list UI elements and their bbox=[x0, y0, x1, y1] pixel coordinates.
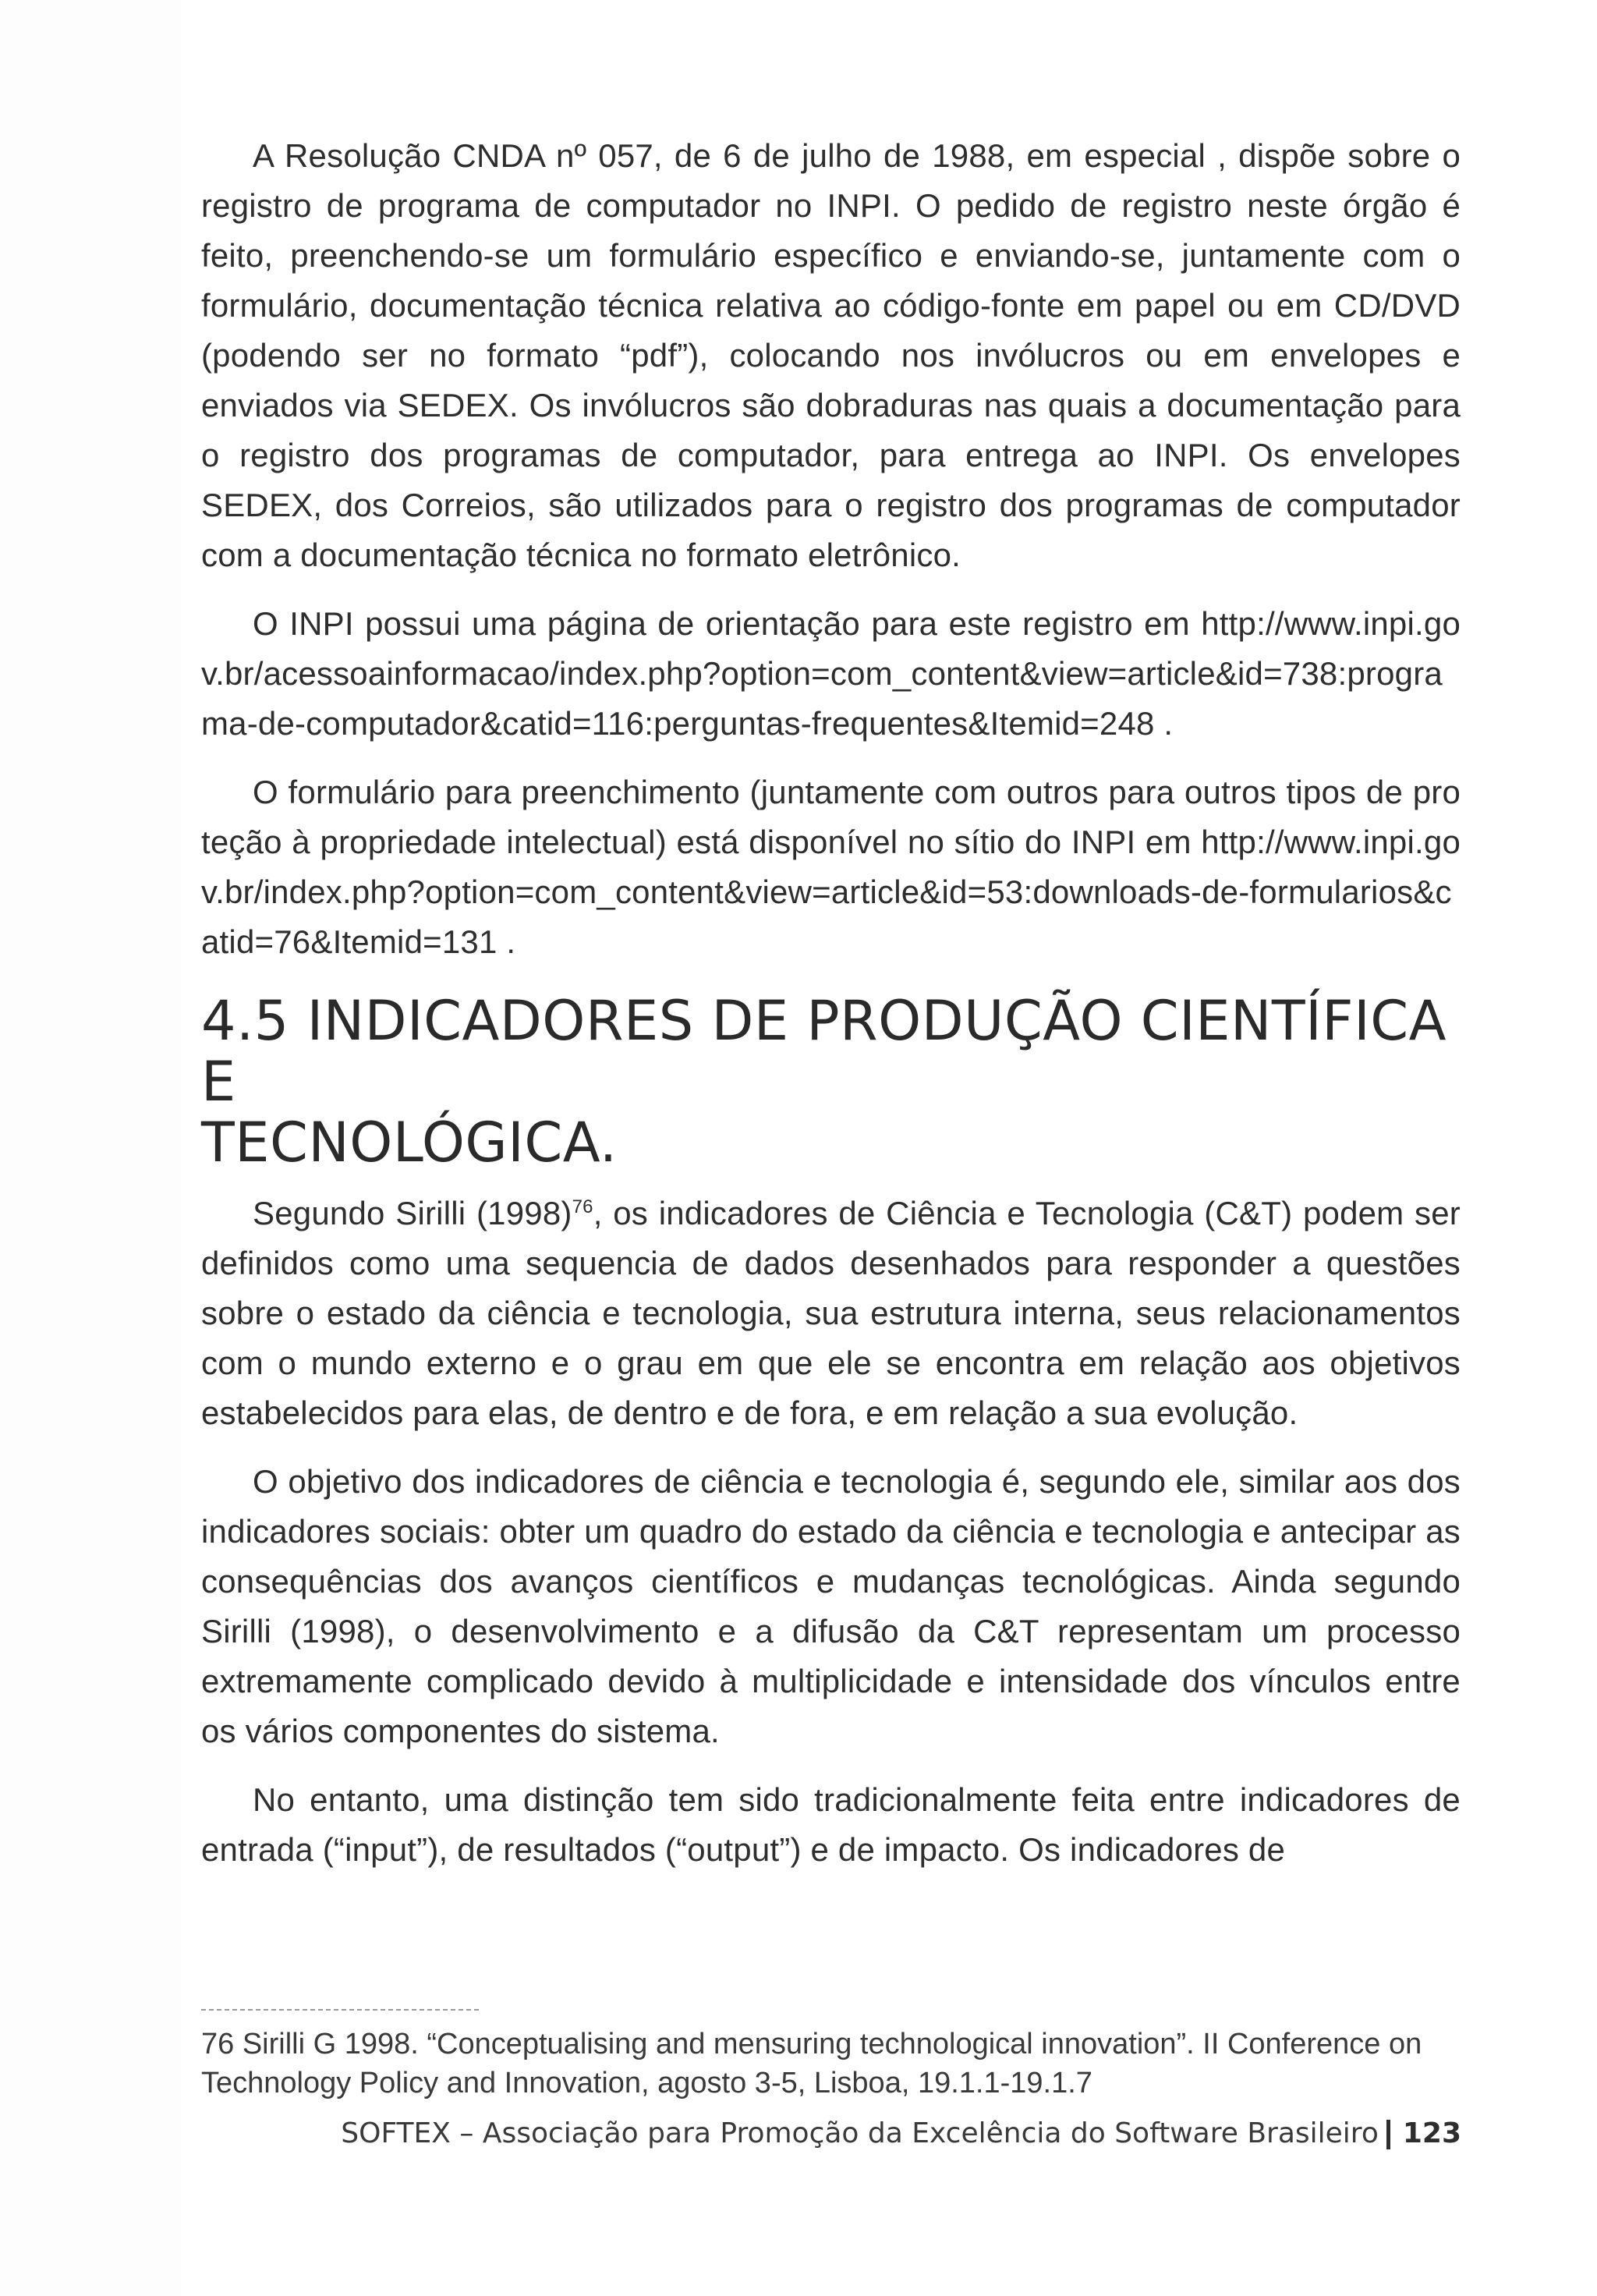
paragraph-sirilli-definition bbox=[201, 1189, 1461, 1438]
paragraph-indicator-distinction: No entanto, uma distinção tem sido tradicionalmente feita entre indicadores de entrada (“input”), de resultados (“output”) e de impacto. Os indicadores de bbox=[201, 1781, 1461, 1868]
paragraph-inpi-orientation: O INPI possui uma página de orientação para este registro em http://www.inpi.gov.br/acessoainformacao/index.php?option=com_content&view=article&id=738:programa-de-computador&catid=116:perguntas-frequentes&Itemid=248 . bbox=[201, 605, 1461, 742]
footer-publisher: SOFTEX – Associação para Promoção da Excelência do Software Brasileiro bbox=[341, 2117, 1379, 2149]
paragraph-sirilli-rest: , os indicadores de Ciência e Tecnologia (C&T) podem ser definidos como uma sequencia de dados desenhados para responder a questões sobre o estado da ciência e tecnologia, sua estrutura interna, seus relacionamentos com o mundo externo e o grau em que ele se encontra em relação aos objetivos estabelecidos para elas, de dentro e de fora, e em relação a sua evolução. bbox=[201, 1195, 1461, 1431]
footnote-reference: 76 bbox=[572, 1196, 593, 1217]
footer-separator bbox=[1386, 2120, 1390, 2149]
footnote-76: 76 Sirilli G 1998. “Conceptualising and mensuring technological innovation”. II Conference on Technology Policy and Innovation, agosto 3-5, Lisboa, 19.1.1-19.1.7 bbox=[201, 2028, 1422, 2099]
page-body bbox=[201, 131, 1461, 1894]
page-number: 123 bbox=[1402, 2117, 1461, 2149]
section-heading-line-2: TECNOLÓGICA. bbox=[201, 1111, 618, 1175]
paragraph-sirilli-start: Segundo Sirilli (1998) bbox=[253, 1195, 572, 1231]
footnote-divider bbox=[201, 2009, 479, 2011]
running-footer bbox=[341, 2115, 1461, 2152]
paragraph-inpi-form: O formulário para preenchimento (juntamente com outros para outros tipos de proteção à propriedade intelectual) está disponível no sítio do INPI em http://www.inpi.gov.br/index.php?option=com_content&view=article&id=53:downloads-de-formularios&catid=76&Itemid=131 . bbox=[201, 774, 1461, 960]
paragraph-indicator-objective: O objetivo dos indicadores de ciência e tecnologia é, segundo ele, similar aos dos indicadores sociais: obter um quadro do estado da ciência e tecnologia e antecipar as consequências dos avanços científicos e mudanças tecnológicas. Ainda segundo Sirilli (1998), o desenvolvimento e a difusão da C&T representam um processo extremamente complicado devido à multiplicidade e intensidade dos vínculos entre os vários componentes do sistema. bbox=[201, 1463, 1461, 1749]
section-heading-line-1: 4.5 INDICADORES DE PRODUÇÃO CIENTÍFICA E bbox=[201, 989, 1447, 1114]
paragraph-cnda-resolution: A Resolução CNDA nº 057, de 6 de julho de 1988, em especial , dispõe sobre o registro de programa de computador no INPI. O pedido de registro neste órgão é feito, preenchendo-se um formulário específico e enviando-se, juntamente com o formulário, documentação técnica relativa ao código-fonte em papel ou em CD/DVD (podendo ser no formato “pdf”), colocando nos invólucros ou em envelopes e enviados via SEDEX. Os invólucros são dobraduras nas quais a documentação para o registro dos programas de computador, para entrega ao INPI. Os envelopes SEDEX, dos Correios, são utilizados para o registro dos programas de computador com a documentação técnica no formato eletrônico. bbox=[201, 137, 1461, 573]
page-margin bbox=[0, 0, 181, 2296]
section-heading bbox=[201, 990, 1461, 1173]
